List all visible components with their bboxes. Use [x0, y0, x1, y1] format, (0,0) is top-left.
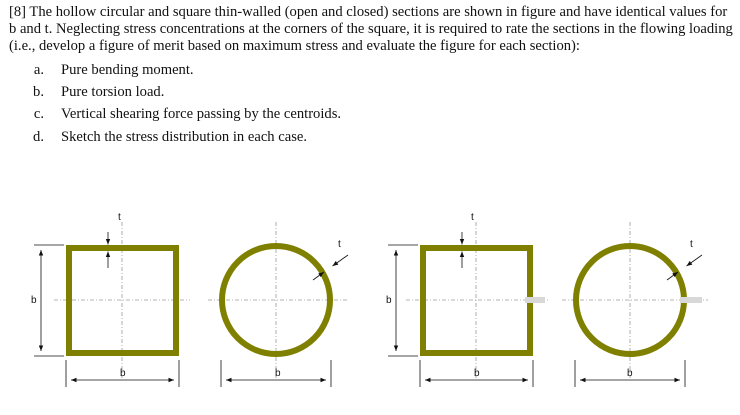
part-b [9, 81, 737, 103]
part-c-text: Vertical shearing force passing by the centroids. [61, 106, 342, 123]
part-a [9, 59, 737, 81]
dimension-label-b: b [275, 368, 281, 379]
open-circle-section [562, 222, 708, 387]
dimension-label-b: b [120, 368, 126, 379]
dimension-label-b: b [386, 295, 392, 306]
square-wall [423, 248, 530, 353]
thickness-label-t: t [118, 212, 121, 223]
thickness-label-t: t [338, 239, 341, 250]
part-c-label: c. [33, 106, 44, 123]
problem-parts-list [9, 59, 737, 148]
part-c [9, 103, 737, 125]
dimension-label-b: b [627, 368, 633, 379]
open-square-section [386, 212, 548, 387]
part-a-label: a. [33, 61, 44, 78]
part-d [9, 126, 737, 148]
part-b-text: Pure torsion load. [61, 83, 165, 100]
thickness-label-t: t [690, 239, 693, 250]
thickness-label-t: t [471, 212, 474, 223]
thickness-arrow-outer [687, 255, 703, 266]
part-b-label: b. [33, 83, 44, 100]
dimension-label-b: b [474, 368, 480, 379]
thickness-arrow-outer [333, 255, 349, 266]
closed-circle-section [208, 222, 348, 387]
part-a-text: Pure bending moment. [61, 61, 194, 78]
closed-square-section [31, 212, 190, 387]
problem-statement: [8] The hollow circular and square thin-walled (open and closed) sections are shown in figure and have identical values for b and t. Neglecting stress concentrations at the corners of the square, it is required to rate the sections in the flowing loading (i.e., develop a figure of merit based on maximum stress and evaluate the figure for each section): [9, 4, 733, 55]
slit-gap [525, 297, 545, 303]
square-wall [69, 248, 176, 353]
sections-figure [0, 200, 740, 415]
dimension-label-b: b [31, 295, 37, 306]
slit-gap [680, 297, 702, 303]
part-d-text: Sketch the stress distribution in each case. [61, 128, 308, 145]
problem-block [9, 4, 737, 148]
part-d-label: d. [33, 128, 44, 145]
